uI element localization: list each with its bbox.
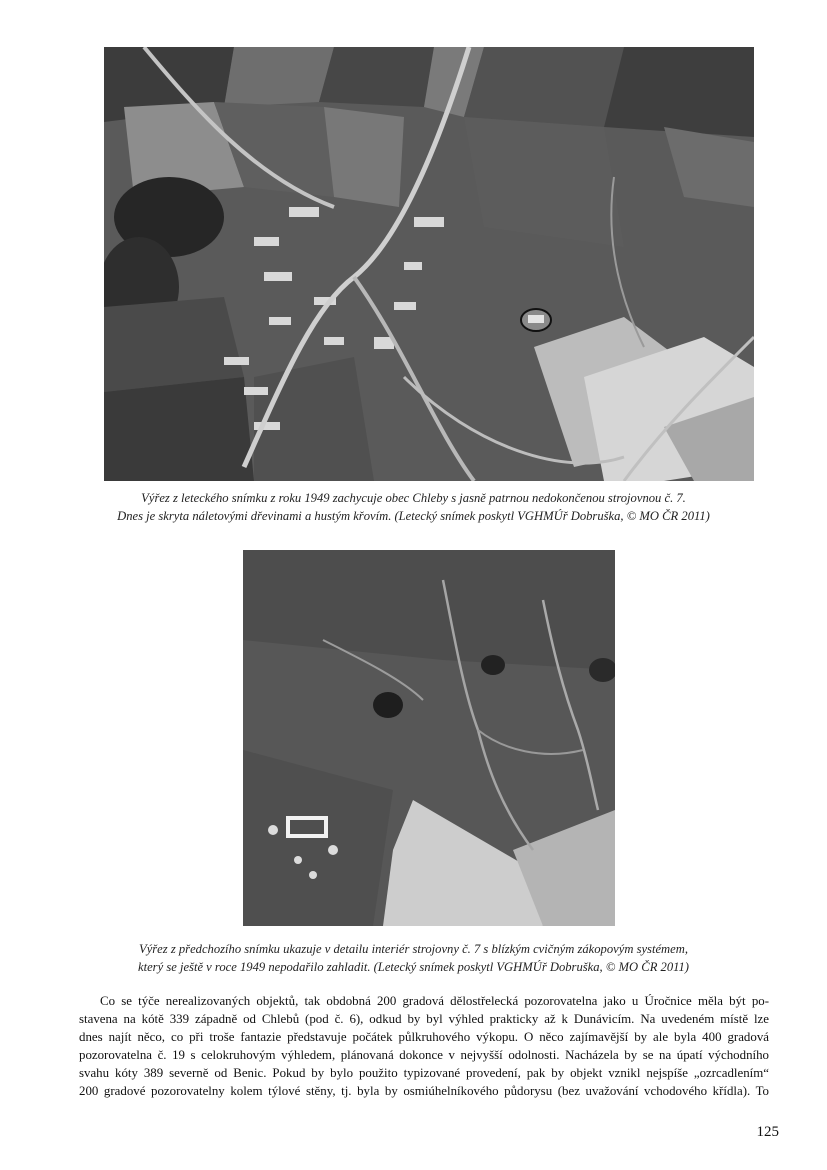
page-number: 125 [756,1124,779,1140]
aerial-photo-detail-graphic [243,550,615,926]
body-line: pozorovatelna č. 19 s celokruhovým výhledem, plánovaná dokonce v nejvyšší odolnosti. Nacházela by se na úpatí východního [79,1048,769,1062]
caption-line: Dnes je skryta náletovými dřevinami a hustým křovím. (Letecký snímek poskytl VGHMÚř Dobruška, © MO ČR 2011) [117,509,710,523]
body-line: stavena na kótě 339 západně od Chlebů (pod č. 6), odkud by byl výhled prakticky až k Dunávicím. Na uvedeném místě lze [79,1012,769,1026]
figure-caption-1 [60,489,767,525]
body-line: Co se týče nerealizovaných objektů, tak obdobná 200 gradová dělostřelecká pozorovatelna jako u Úročnice měla být po- [100,994,769,1008]
body-line: svahu kóty 389 severně od Benic. Pokud by bylo použito typizované provedení, pak by objekt vznikl nejspíše „ozrcadlením“ [79,1066,769,1080]
caption-line: Výřez z leteckého snímku z roku 1949 zachycuje obec Chleby s jasně patrnou nedokončenou strojovnou č. 7. [141,491,686,505]
caption-line: Výřez z předchozího snímku ukazuje v detailu interiér strojovny č. 7 s blízkým cvičným zákopovým systémem, [139,942,688,956]
body-line: 200 gradové pozorovatelny kolem týlové stěny, tj. byla by osmiúhelníkového půdorysu (bez uvažování vchodového křídla). To [79,1084,769,1098]
aerial-photo-detail [243,550,615,926]
aerial-photo-village [104,47,754,481]
caption-line: který se ještě v roce 1949 nepodařilo zahladit. (Letecký snímek poskytl VGHMÚř Dobruška, © MO ČR 2011) [138,960,689,974]
aerial-photo-village-graphic [104,47,754,481]
body-line: dnes najít něco, co při troše fantazie představuje počátek půlkruhového výkopu. O něco zajímavější by ale byla 400 gradová [79,1030,769,1044]
body-paragraph [79,992,769,1100]
figure-caption-2 [60,940,767,976]
